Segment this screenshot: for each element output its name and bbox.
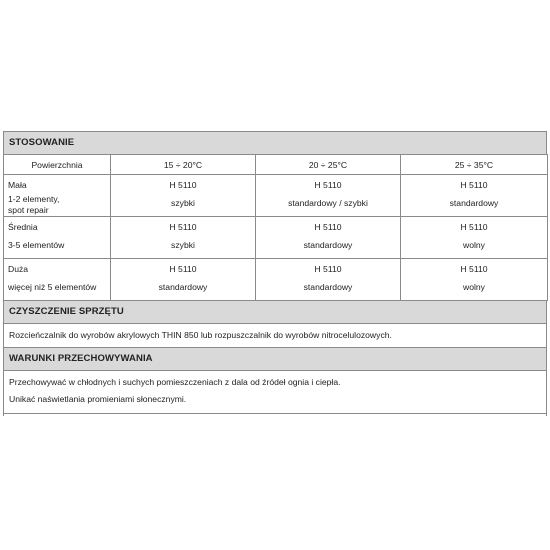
- table-cell: [256, 175, 401, 217]
- product-code: H 5110: [460, 222, 488, 232]
- hardener-speed: wolny: [463, 240, 485, 250]
- storage-text-line: Unikać naświetlania promieniami słonecznymi.: [9, 394, 187, 404]
- column-header-temp-15-20: 15 ÷ 20°C: [111, 155, 256, 175]
- bottom-rule: [3, 413, 547, 416]
- storage-text-block: [3, 370, 547, 413]
- row-label-medium: [4, 217, 111, 259]
- table-row: [4, 217, 548, 259]
- hardener-speed: standardowy: [303, 282, 353, 292]
- cleaning-text-block: [3, 323, 547, 347]
- table-header-row: [4, 155, 548, 175]
- hardener-speed: standardowy / szybki: [288, 198, 368, 208]
- table-cell: [111, 175, 256, 217]
- product-code: H 5110: [169, 180, 197, 190]
- column-header-temp-20-25: 20 ÷ 25°C: [256, 155, 401, 175]
- column-header-surface: Powierzchnia: [4, 155, 111, 175]
- row-label-large: [4, 259, 111, 301]
- row-label-small: [4, 175, 111, 217]
- row-label-title: Duża: [8, 264, 29, 274]
- hardener-speed: standardowy: [449, 198, 499, 208]
- column-header-temp-25-35: 25 ÷ 35°C: [401, 155, 548, 175]
- product-code: H 5110: [460, 264, 488, 274]
- product-code: H 5110: [314, 222, 342, 232]
- product-code: H 5110: [314, 180, 342, 190]
- product-code: H 5110: [169, 264, 197, 274]
- table-row: [4, 175, 548, 217]
- hardener-speed: szybki: [171, 240, 195, 250]
- product-code: H 5110: [169, 222, 197, 232]
- hardener-speed: standardowy: [158, 282, 208, 292]
- table-cell: [256, 259, 401, 301]
- table-cell: [256, 217, 401, 259]
- cleaning-text: Rozcieńczalnik do wyrobów akrylowych THIN 850 lub rozpuszczalnik do wyrobów nitrocelulozowych.: [9, 330, 392, 340]
- table-cell: [111, 259, 256, 301]
- row-label-detail: 3-5 elementów: [8, 240, 65, 250]
- row-label-title: Mała: [8, 180, 27, 190]
- hardener-speed: standardowy: [303, 240, 353, 250]
- hardener-speed: szybki: [171, 198, 195, 208]
- row-label-detail: spot repair: [8, 205, 49, 215]
- storage-text-line: Przechowywać w chłodnych i suchych pomieszczeniach z dala od źródeł ognia i ciepła.: [9, 377, 341, 387]
- table-cell: [111, 217, 256, 259]
- table-cell: [401, 175, 548, 217]
- row-label-detail: więcej niż 5 elementów: [8, 282, 97, 292]
- section-header-cleaning: CZYSZCZENIE SPRZĘTU: [3, 301, 547, 323]
- table-row: [4, 259, 548, 301]
- section-header-application: STOSOWANIE: [3, 131, 547, 154]
- datasheet: [3, 131, 547, 416]
- application-table: [3, 154, 548, 301]
- section-header-storage: WARUNKI PRZECHOWYWANIA: [3, 347, 547, 370]
- hardener-speed: wolny: [463, 282, 485, 292]
- product-code: H 5110: [460, 180, 488, 190]
- table-cell: [401, 259, 548, 301]
- row-label-title: Średnia: [8, 222, 38, 232]
- table-cell: [401, 217, 548, 259]
- row-label-detail: 1-2 elementy,: [8, 194, 60, 204]
- product-code: H 5110: [314, 264, 342, 274]
